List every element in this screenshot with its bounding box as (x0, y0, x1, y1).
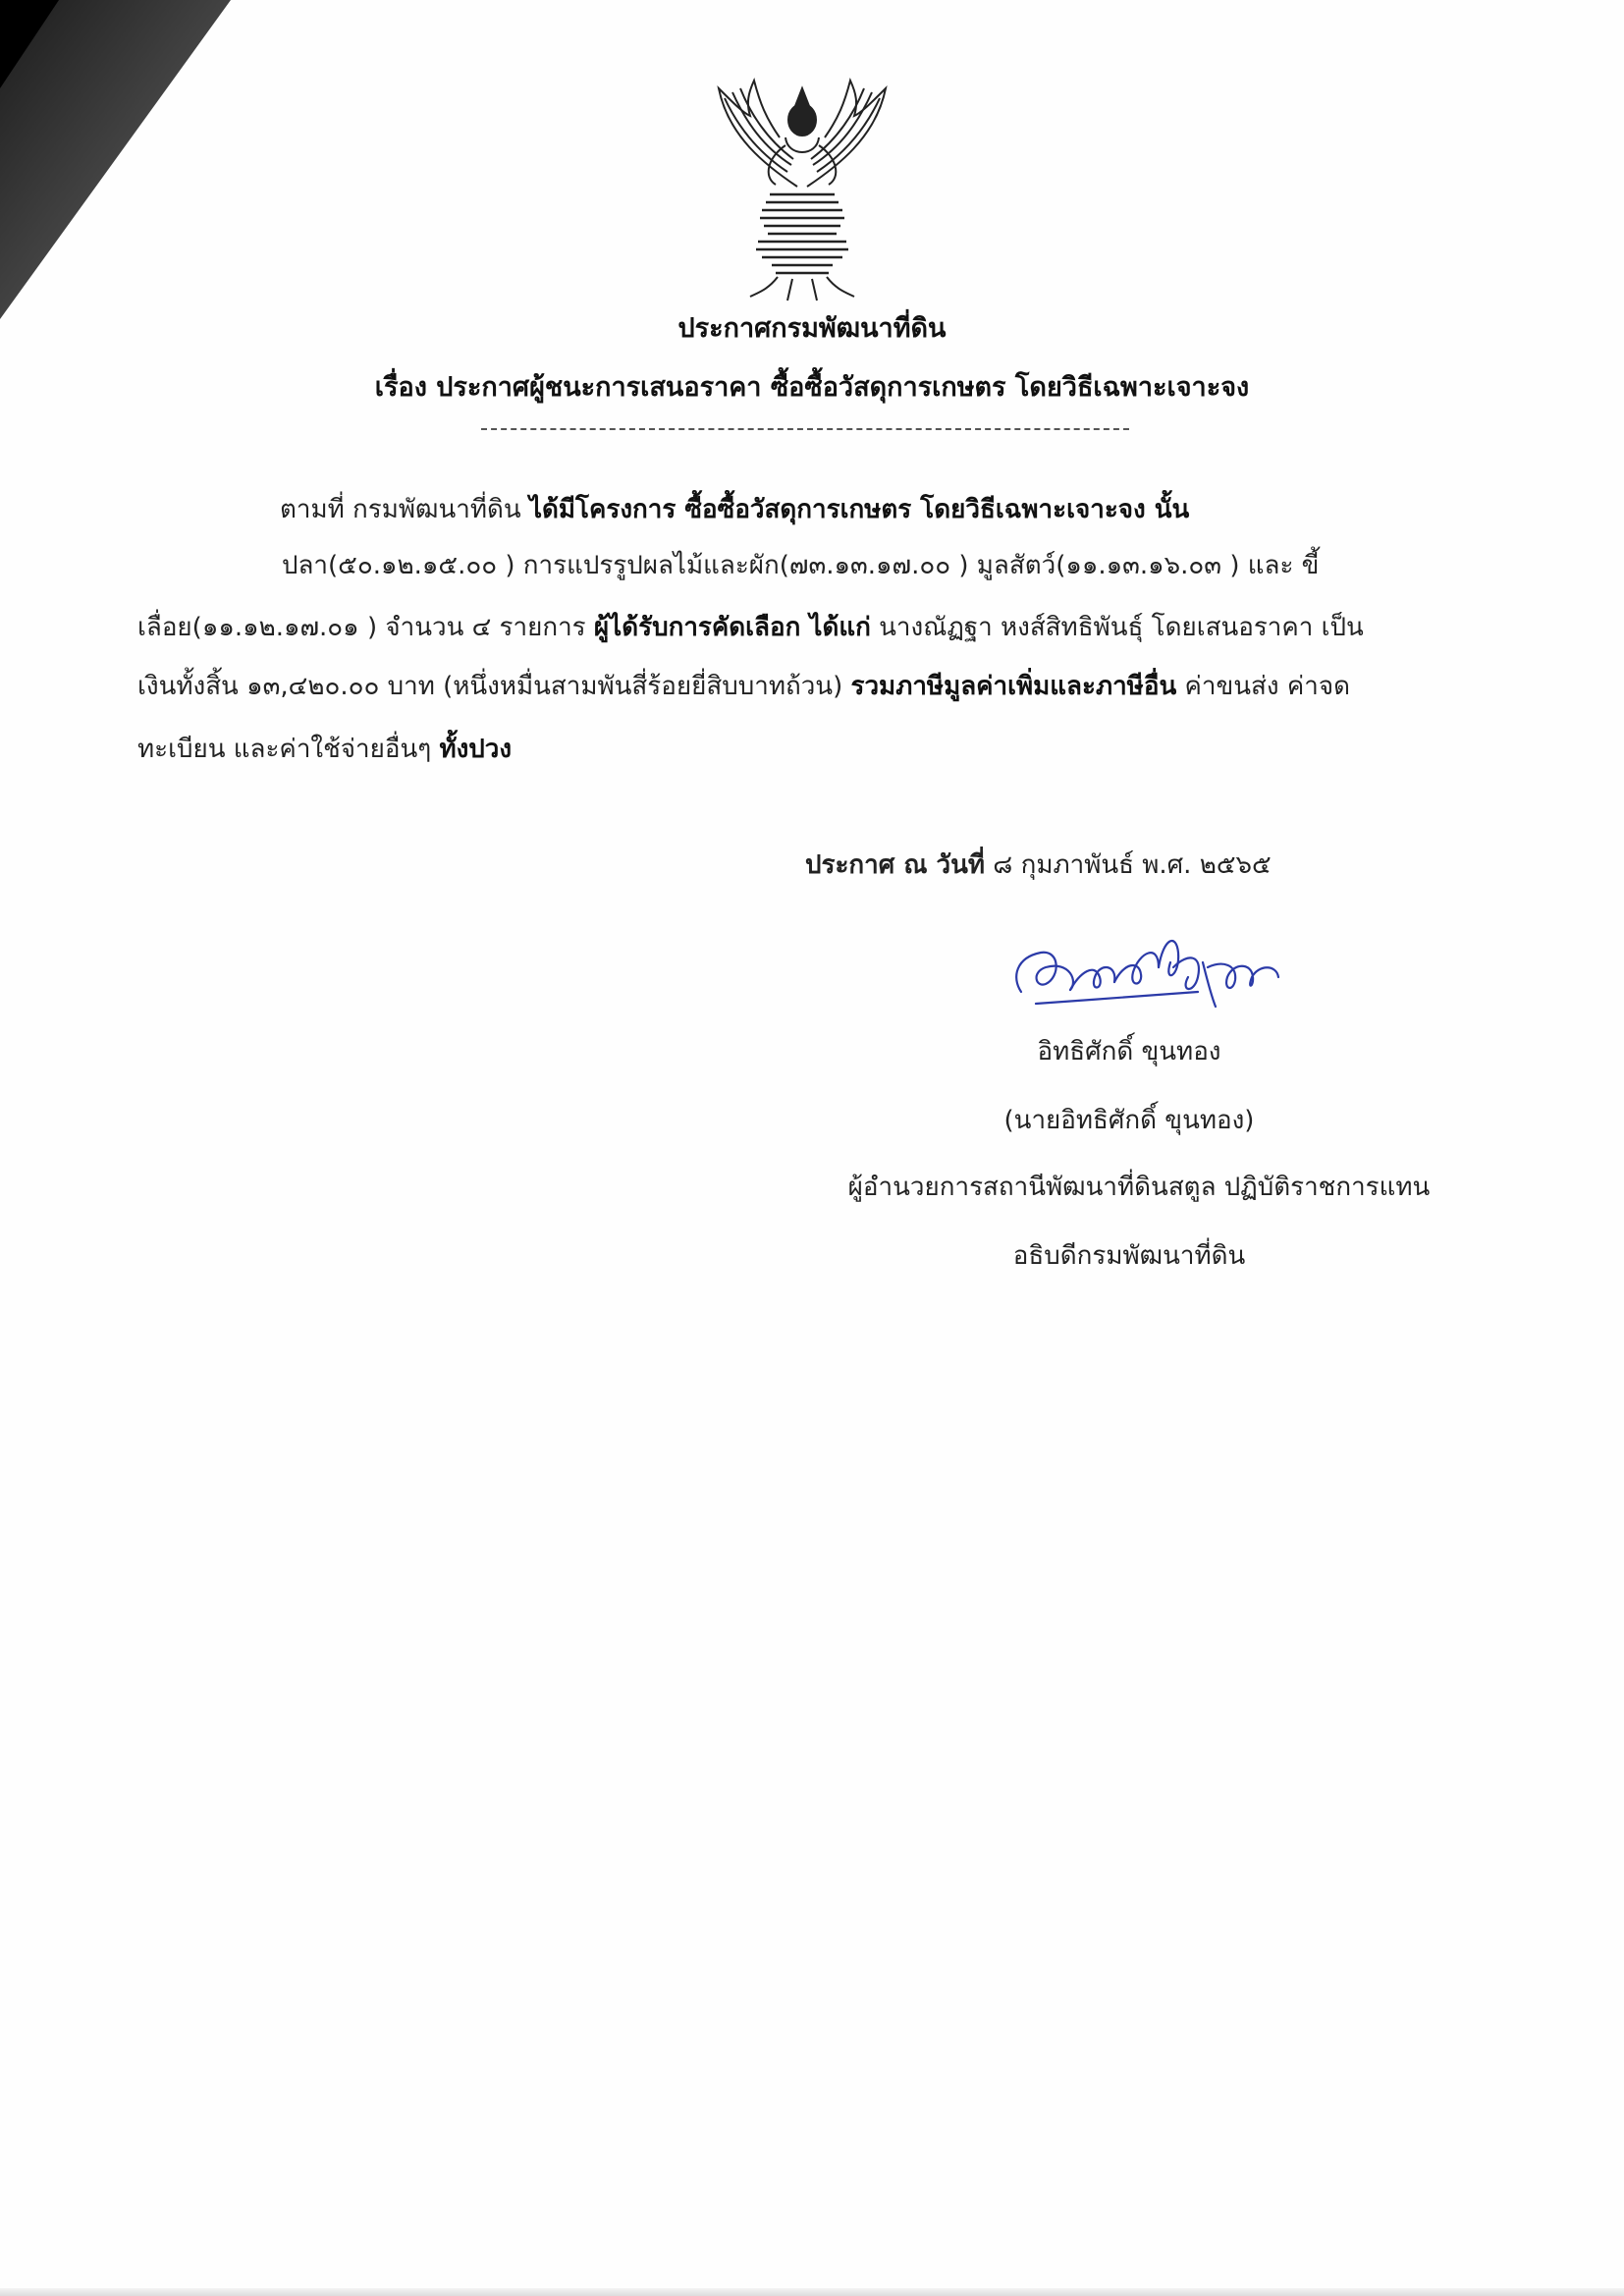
body-line-3-selected-label: ผู้ได้รับการคัดเลือก ได้แก่ (593, 613, 871, 642)
agency-title: ประกาศกรมพัฒนาที่ดิน (677, 313, 947, 344)
signatory-department: อธิบดีกรมพัฒนาที่ดิน (1012, 1241, 1246, 1271)
body-line-1-project: ได้มีโครงการ ซื้อซื้อวัสดุการเกษตร โดยวิธีเฉพาะเจาะจง นั้น (528, 495, 1190, 524)
handwritten-signature (1001, 923, 1306, 1016)
announcement-date (805, 845, 1272, 885)
announcement-date-value: ๘ กุมภาพันธ์ พ.ศ. ๒๕๖๕ (985, 850, 1272, 880)
body-line-5 (137, 729, 512, 769)
garuda-emblem (689, 69, 915, 304)
body-line-3-items: เลื่อย(๑๑.๑๒.๑๗.๐๑ ) จำนวน ๔ รายการ (137, 613, 594, 642)
body-line-1-intro: ตามที่ กรมพัฒนาที่ดิน (280, 495, 529, 524)
announcement-date-label: ประกาศ ณ วันที่ (805, 850, 986, 880)
body-line-2: ปลา(๕๐.๑๒.๑๕.๐๐ ) การแปรรูปผลไม้และผัก(๗๓.๑๓.๑๗.๐๐ ) มูลสัตว์(๑๑.๑๓.๑๖.๐๓ ) และ ขี้ (282, 551, 1320, 580)
signatory-full-name: (นายอิทธิศักดิ์ ขุนทอง) (1003, 1106, 1255, 1135)
title-divider (481, 428, 1129, 430)
signatory-name: อิทธิศักดิ์ ขุนทอง (1037, 1037, 1221, 1066)
scan-bottom-edge (0, 2288, 1624, 2296)
body-line-5-other: ทะเบียน และค่าใช้จ่ายอื่นๆ (137, 735, 440, 764)
scan-corner-fold (0, 0, 236, 324)
body-line-3-winner: นางณัฏฐา หงส์สิทธิพันธุ์ โดยเสนอราคา เป็น (870, 613, 1364, 642)
announcement-subject: เรื่อง ประกาศผู้ชนะการเสนอราคา ซื้อซื้อวัสดุการเกษตร โดยวิธีเฉพาะเจาะจง (374, 372, 1250, 403)
signatory-position: ผู้อำนวยการสถานีพัฒนาที่ดินสตูล ปฏิบัติราชการแทน (847, 1173, 1431, 1202)
body-line-3 (137, 607, 1364, 647)
body-line-4-costs: ค่าขนส่ง ค่าจด (1176, 672, 1350, 701)
body-line-1 (280, 489, 1189, 529)
body-line-5-all: ทั้งปวง (439, 735, 513, 764)
body-line-4-tax: รวมภาษีมูลค่าเพิ่มและภาษีอื่น (850, 672, 1177, 701)
body-line-4-amount: เงินทั้งสิ้น ๑๓,๔๒๐.๐๐ บาท (หนึ่งหมื่นสามพันสี่ร้อยยี่สิบบาทถ้วน) (137, 672, 851, 701)
body-line-4 (137, 666, 1350, 706)
